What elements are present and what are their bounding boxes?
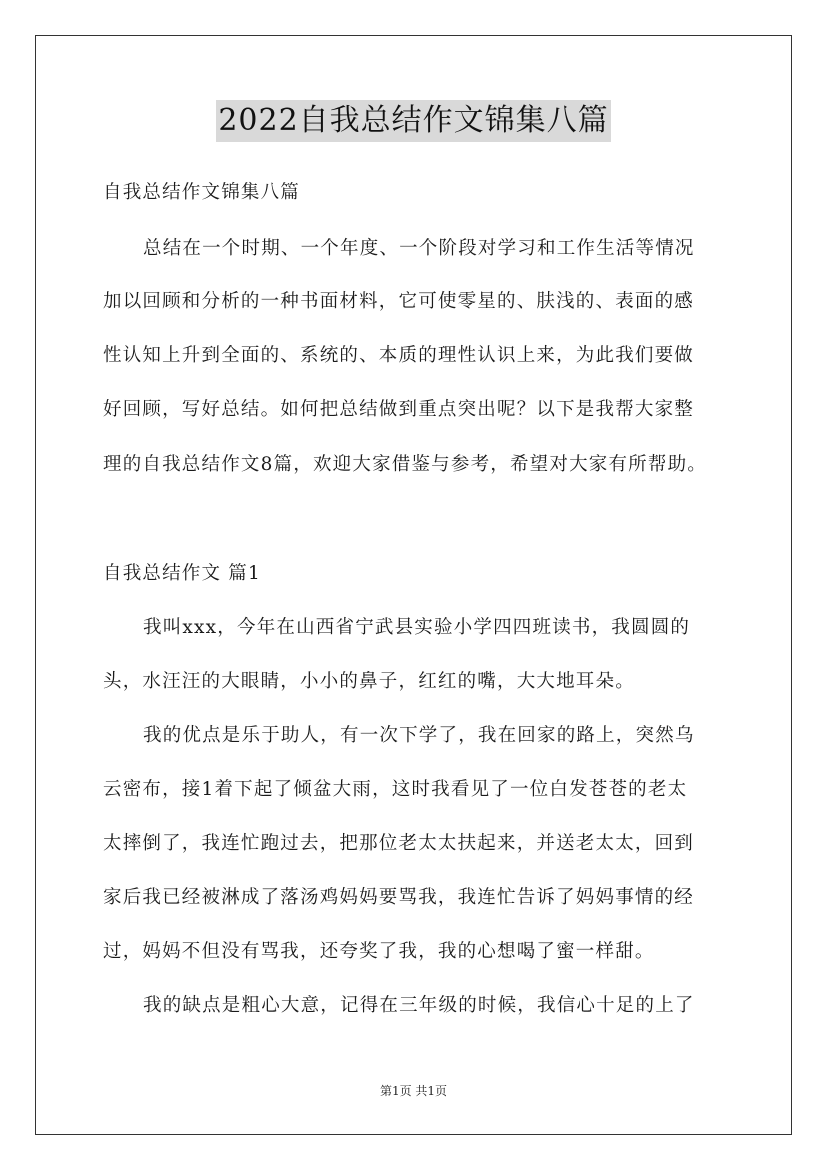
paragraph-line: 加以回顾和分析的一种书面材料，它可使零星的、肤浅的、表面的感 bbox=[103, 291, 695, 312]
paragraph-line: 头，水汪汪的大眼睛，小小的鼻子，红红的嘴，大大地耳朵。 bbox=[103, 671, 635, 692]
paragraph-line: 总结在一个时期、一个年度、一个阶段对学习和工作生活等情况 bbox=[143, 238, 695, 259]
paragraph-line: 性认知上升到全面的、系统的、本质的理性认识上来，为此我们要做 bbox=[103, 345, 695, 366]
paragraph-line: 理的自我总结作文8篇，欢迎大家借鉴与参考，希望对大家有所帮助。 bbox=[103, 454, 707, 475]
paragraph-line: 过，妈妈不但没有骂我，还夸奖了我，我的心想喝了蜜一样甜。 bbox=[103, 941, 655, 962]
paragraph-line: 太摔倒了，我连忙跑过去，把那位老太太扶起来，并送老太太，回到 bbox=[103, 833, 695, 854]
section-heading: 自我总结作文 篇1 bbox=[103, 563, 261, 584]
paragraph-line: 好回顾，写好总结。如何把总结做到重点突出呢？以下是我帮大家整 bbox=[103, 399, 695, 420]
paragraph-line: 我叫xxx，今年在山西省宁武县实验小学四四班读书，我圆圆的 bbox=[143, 617, 691, 638]
paragraph-line: 我的缺点是粗心大意，记得在三年级的时候，我信心十足的上了 bbox=[143, 995, 695, 1016]
paragraph-line: 云密布，接1着下起了倾盆大雨，这时我看见了一位白发苍苍的老太 bbox=[103, 779, 688, 800]
paragraph-line: 家后我已经被淋成了落汤鸡妈妈要骂我，我连忙告诉了妈妈事情的经 bbox=[103, 887, 695, 908]
subtitle: 自我总结作文锦集八篇 bbox=[103, 182, 301, 203]
document-title: 2022自我总结作文锦集八篇 bbox=[216, 100, 610, 142]
paragraph-line: 我的优点是乐于助人，有一次下学了，我在回家的路上，突然乌 bbox=[143, 725, 695, 746]
page-footer: 第1页 共1页 bbox=[379, 1084, 448, 1098]
title-container bbox=[0, 100, 827, 142]
